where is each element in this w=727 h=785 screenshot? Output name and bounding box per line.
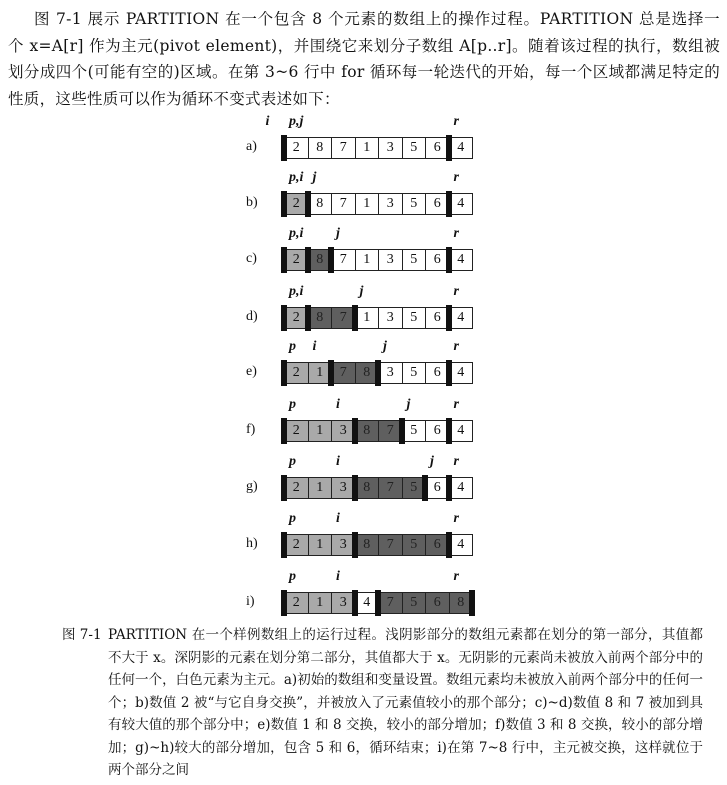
array-cell: 2 <box>284 362 309 384</box>
array-cell: 8 <box>355 420 380 442</box>
partition-boundary-bar <box>446 360 452 386</box>
row-label: g) <box>246 479 258 494</box>
index-pointer-label: i <box>265 114 270 129</box>
array-cell: 4 <box>449 477 474 499</box>
row-label: d) <box>246 309 258 324</box>
partition-boundary-bar <box>328 360 334 386</box>
index-pointer-label: i <box>336 511 340 526</box>
array-cell: 6 <box>425 249 450 271</box>
index-pointer-label: i <box>336 454 340 469</box>
array-cell: 7 <box>378 534 403 556</box>
index-pointer-label: i <box>336 397 340 412</box>
row-label: a) <box>246 139 257 154</box>
array-cell: 1 <box>355 249 380 271</box>
array-cell: 5 <box>402 137 427 159</box>
partition-boundary-bar <box>399 418 405 444</box>
array-cell: 4 <box>449 249 474 271</box>
array-cell: 8 <box>308 193 333 215</box>
index-pointer-label: p,j <box>289 114 304 129</box>
partition-boundary-bar <box>375 590 381 616</box>
index-pointer-label: j <box>383 339 387 354</box>
partition-boundary-bar <box>281 418 287 444</box>
index-pointer-label: j <box>430 454 434 469</box>
index-pointer-label: p <box>289 339 296 354</box>
partition-boundary-bar <box>281 590 287 616</box>
partition-boundary-bar <box>446 191 452 217</box>
partition-boundary-bar <box>446 532 452 558</box>
array-cell: 4 <box>449 420 474 442</box>
array-cell: 1 <box>308 362 333 384</box>
index-pointer-label: p,i <box>289 170 304 185</box>
partition-boundary-bar <box>305 191 311 217</box>
array-cell: 1 <box>355 307 380 329</box>
array-cell: 1 <box>308 592 333 614</box>
index-pointer-label: r <box>453 569 459 584</box>
partition-boundary-bar <box>281 475 287 501</box>
caption-text: PARTITION 在一个样例数组上的运行过程。浅阴影部分的数组元素都在划分的第一部分，其值都不大于 x。深阴影的元素在划分第二部分，其值都大于 x。无阴影的元素尚未被放入前两个部分中的任何一个，白色元素为主元。a)初始的数组和变量设置。数组元素均未被放入前两个部分中的任何一个；b)数值 2 被“与它自身交换”，并被放入了元素值较小的那个部分；c)~d)数值 8 和 7 被加到具有较大值的那个部分中；e)数值 1 和 8 交换，较小的部分增加；f)数值 3 和 8 交换，较小的部分增加；g)~h)较大的部分增加，包含 5 和 6，循环结束；i)在第 7~8 行中，主元被交换，这样就位于两个部分之间 <box>108 627 703 778</box>
array-cell: 8 <box>308 137 333 159</box>
partition-boundary-bar <box>281 360 287 386</box>
partition-boundary-bar <box>281 532 287 558</box>
array-cell: 7 <box>378 477 403 499</box>
array-cell: 8 <box>355 362 380 384</box>
row-label: e) <box>246 364 257 379</box>
caption-number: 图 7-1 <box>62 627 102 643</box>
array-cell: 6 <box>425 137 450 159</box>
row-label: h) <box>246 536 258 551</box>
array-cell: 3 <box>331 592 356 614</box>
index-pointer-label: j <box>359 284 364 299</box>
index-pointer-label: r <box>453 511 459 526</box>
array-cell: 7 <box>331 137 356 159</box>
array-cell: 1 <box>308 420 333 442</box>
index-pointer-label: r <box>453 397 459 412</box>
array-cell: 5 <box>402 362 427 384</box>
array-cell: 5 <box>402 193 427 215</box>
array-cell: 4 <box>449 137 474 159</box>
index-pointer-label: j <box>406 397 411 412</box>
index-pointer-label: r <box>453 339 459 354</box>
array-cell: 4 <box>449 534 474 556</box>
partition-boundary-bar <box>446 305 452 331</box>
partition-boundary-bar <box>446 135 452 161</box>
partition-boundary-bar <box>281 135 287 161</box>
array-cell: 5 <box>402 534 427 556</box>
array-cell: 2 <box>284 534 309 556</box>
array-cell: 2 <box>284 137 309 159</box>
partition-boundary-bar <box>469 590 475 616</box>
row-label: f) <box>246 422 256 437</box>
row-label: b) <box>246 195 258 210</box>
partition-boundary-bar <box>352 418 358 444</box>
index-pointer-label: p,i <box>289 284 304 299</box>
array-cell: 7 <box>331 307 356 329</box>
array-cell: 1 <box>308 534 333 556</box>
partition-boundary-bar <box>281 247 287 273</box>
array-cell: 6 <box>425 193 450 215</box>
row-label: i) <box>246 594 255 609</box>
array-cell: 6 <box>425 307 450 329</box>
index-pointer-label: p,i <box>289 226 304 241</box>
index-pointer-label: i <box>312 339 317 354</box>
index-pointer-label: p <box>289 397 296 412</box>
partition-boundary-bar <box>352 475 358 501</box>
array-cell: 2 <box>284 307 309 329</box>
array-cell: 3 <box>331 477 356 499</box>
array-cell: 3 <box>378 362 403 384</box>
index-pointer-label: r <box>453 226 459 241</box>
array-cell: 7 <box>331 193 356 215</box>
array-cell: 4 <box>449 307 474 329</box>
array-cell: 7 <box>378 420 403 442</box>
index-pointer-label: p <box>289 511 296 526</box>
index-pointer-label: r <box>453 454 459 469</box>
index-pointer-label: i <box>336 569 340 584</box>
array-cell: 3 <box>331 534 356 556</box>
array-cell: 4 <box>355 592 380 614</box>
array-cell: 2 <box>284 249 309 271</box>
array-cell: 8 <box>449 592 474 614</box>
partition-boundary-bar <box>281 305 287 331</box>
row-label: c) <box>246 251 257 266</box>
array-cell: 6 <box>425 592 450 614</box>
array-cell: 8 <box>308 249 333 271</box>
array-cell: 3 <box>378 249 403 271</box>
array-cell: 7 <box>378 592 403 614</box>
array-cell: 5 <box>402 592 427 614</box>
partition-boundary-bar <box>352 532 358 558</box>
array-cell: 5 <box>402 249 427 271</box>
array-cell: 4 <box>449 362 474 384</box>
array-cell: 2 <box>284 193 309 215</box>
array-cell: 3 <box>331 420 356 442</box>
array-cell: 5 <box>402 307 427 329</box>
array-cell: 1 <box>308 477 333 499</box>
array-cell: 2 <box>284 592 309 614</box>
array-cell: 8 <box>308 307 333 329</box>
array-cell: 3 <box>378 137 403 159</box>
partition-boundary-bar <box>422 475 428 501</box>
array-cell: 6 <box>425 420 450 442</box>
array-cell: 5 <box>402 477 427 499</box>
array-cell: 3 <box>378 193 403 215</box>
body-paragraph: 图 7-1 展示 PARTITION 在一个包含 8 个元素的数组上的操作过程。PARTITION 总是选择一个 x=A[r] 作为主元(pivot element)，并围绕它来划分子数组 A[p..r]。随着该过程的执行，数组被划分成四个(可能有空的)区域。在第 3~6 行中 for 循环每一轮迭代的开始，每一个区域都满足特定的性质，这些性质可以作为循环不变式表述如下： <box>8 10 720 108</box>
array-cell: 4 <box>449 193 474 215</box>
index-pointer-label: j <box>336 226 340 241</box>
partition-boundary-bar <box>305 305 311 331</box>
array-cell: 7 <box>331 362 356 384</box>
partition-boundary-bar <box>352 590 358 616</box>
index-pointer-label: p <box>289 454 296 469</box>
partition-boundary-bar <box>446 418 452 444</box>
partition-boundary-bar <box>281 191 287 217</box>
array-cell: 2 <box>284 477 309 499</box>
partition-boundary-bar <box>328 247 334 273</box>
array-cell: 7 <box>331 249 356 271</box>
partition-boundary-bar <box>352 305 358 331</box>
array-cell: 2 <box>284 420 309 442</box>
index-pointer-label: r <box>453 284 459 299</box>
array-cell: 6 <box>425 534 450 556</box>
partition-boundary-bar <box>305 247 311 273</box>
array-cell: 6 <box>425 362 450 384</box>
array-cell: 8 <box>355 477 380 499</box>
index-pointer-label: r <box>453 114 459 129</box>
index-pointer-label: j <box>312 170 317 185</box>
partition-boundary-bar <box>446 475 452 501</box>
index-pointer-label: p <box>289 569 296 584</box>
array-cell: 1 <box>355 193 380 215</box>
partition-boundary-bar <box>375 360 381 386</box>
index-pointer-label: r <box>453 170 459 185</box>
partition-boundary-bar <box>446 247 452 273</box>
array-cell: 5 <box>402 420 427 442</box>
array-cell: 8 <box>355 534 380 556</box>
array-cell: 1 <box>355 137 380 159</box>
array-cell: 3 <box>378 307 403 329</box>
array-cell: 6 <box>425 477 450 499</box>
